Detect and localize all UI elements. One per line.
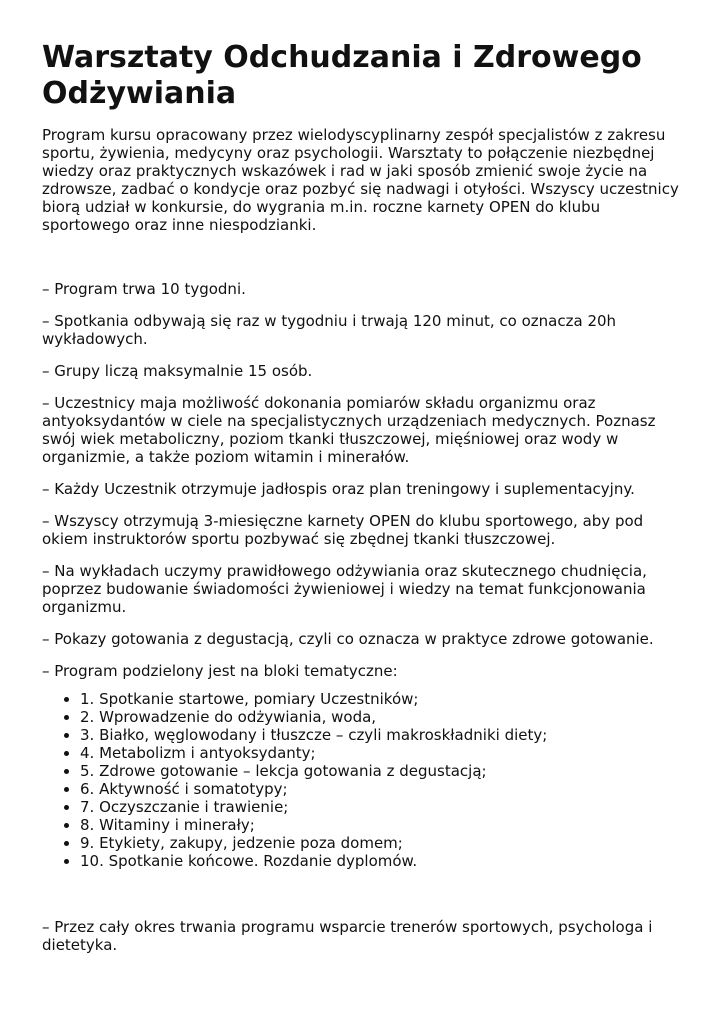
list-item: • 10. Spotkanie końcowe. Rozdanie dyplomów. (80, 852, 682, 870)
closing-paragraph: – Przez cały okres trwania programu wsparcie trenerów sportowych, psychologa i dietetyka. (42, 918, 653, 954)
list-item: • 7. Oczyszczanie i trawienie; (80, 798, 682, 816)
page-title: Warsztaty Odchudzania i Zdrowego Odżywiania (42, 40, 642, 111)
point-measurements: – Uczestnicy maja możliwość dokonania pomiarów składu organizmu oraz antyoksydantów w ciele na specjalistycznych urządzeniach medycznych. Poznasz swój wiek metaboliczny, poziom tkanki tłuszczowej, mięśniowej oraz wody w organizmie, a także poziom witamin i minerałów. (42, 394, 656, 466)
point-group-size: – Grupy liczą maksymalnie 15 osób. (42, 362, 313, 380)
list-item: • 3. Białko, węglowodany i tłuszcze – czyli makroskładniki diety; (80, 726, 682, 744)
list-item: • 1. Spotkanie startowe, pomiary Uczestników; (80, 690, 682, 708)
list-item: • 4. Metabolizm i antyoksydanty; (80, 744, 682, 762)
list-item: • 2. Wprowadzenie do odżywiania, woda, (80, 708, 682, 726)
point-gym-pass: – Wszyscy otrzymują 3-miesięczne karnety OPEN do klubu sportowego, aby pod okiem instruktorów sportu pozbywać się zbędnej tkanki tłuszczowej. (42, 512, 644, 548)
point-topic-blocks: – Program podzielony jest na bloki tematyczne: (42, 662, 398, 680)
point-lectures: – Na wykładach uczymy prawidłowego odżywiania oraz skutecznego chudnięcia, poprzez budowanie świadomości żywieniowej i wiedzy na temat funkcjonowania organizmu. (42, 562, 647, 616)
list-item: • 6. Aktywność i somatotypy; (80, 780, 682, 798)
program-points (42, 280, 682, 680)
point-cooking-shows: – Pokazy gotowania z degustacją, czyli co oznacza w praktyce zdrowe gotowanie. (42, 630, 654, 648)
list-item: • 9. Etykiety, zakupy, jedzenie poza domem; (80, 834, 682, 852)
point-duration: – Program trwa 10 tygodni. (42, 280, 246, 298)
point-diet-plan: – Każdy Uczestnik otrzymuje jadłospis oraz plan treningowy i suplementacyjny. (42, 480, 635, 498)
point-meetings: – Spotkania odbywają się raz w tygodniu i trwają 120 minut, co oznacza 20h wykładowych. (42, 312, 617, 348)
intro-paragraph: Program kursu opracowany przez wielodyscyplinarny zespół specjalistów z zakresu sportu, żywienia, medycyny oraz psychologii. Warsztaty to połączenie niezbędnej wiedzy oraz praktycznych wskazówek i rad w jaki sposób zmienić swoje życie na zdrowsze, zadbać o kondycje oraz pozbyć się nadwagi i otyłości. Wszyscy uczestnicy biorą udział w konkursie, do wygrania m.in. roczne karnety OPEN do klubu sportowego oraz inne niespodzianki. (42, 126, 679, 234)
list-item: • 5. Zdrowe gotowanie – lekcja gotowania z degustacją; (80, 762, 682, 780)
list-item: • 8. Witaminy i minerały; (80, 816, 682, 834)
topic-list (42, 690, 682, 870)
